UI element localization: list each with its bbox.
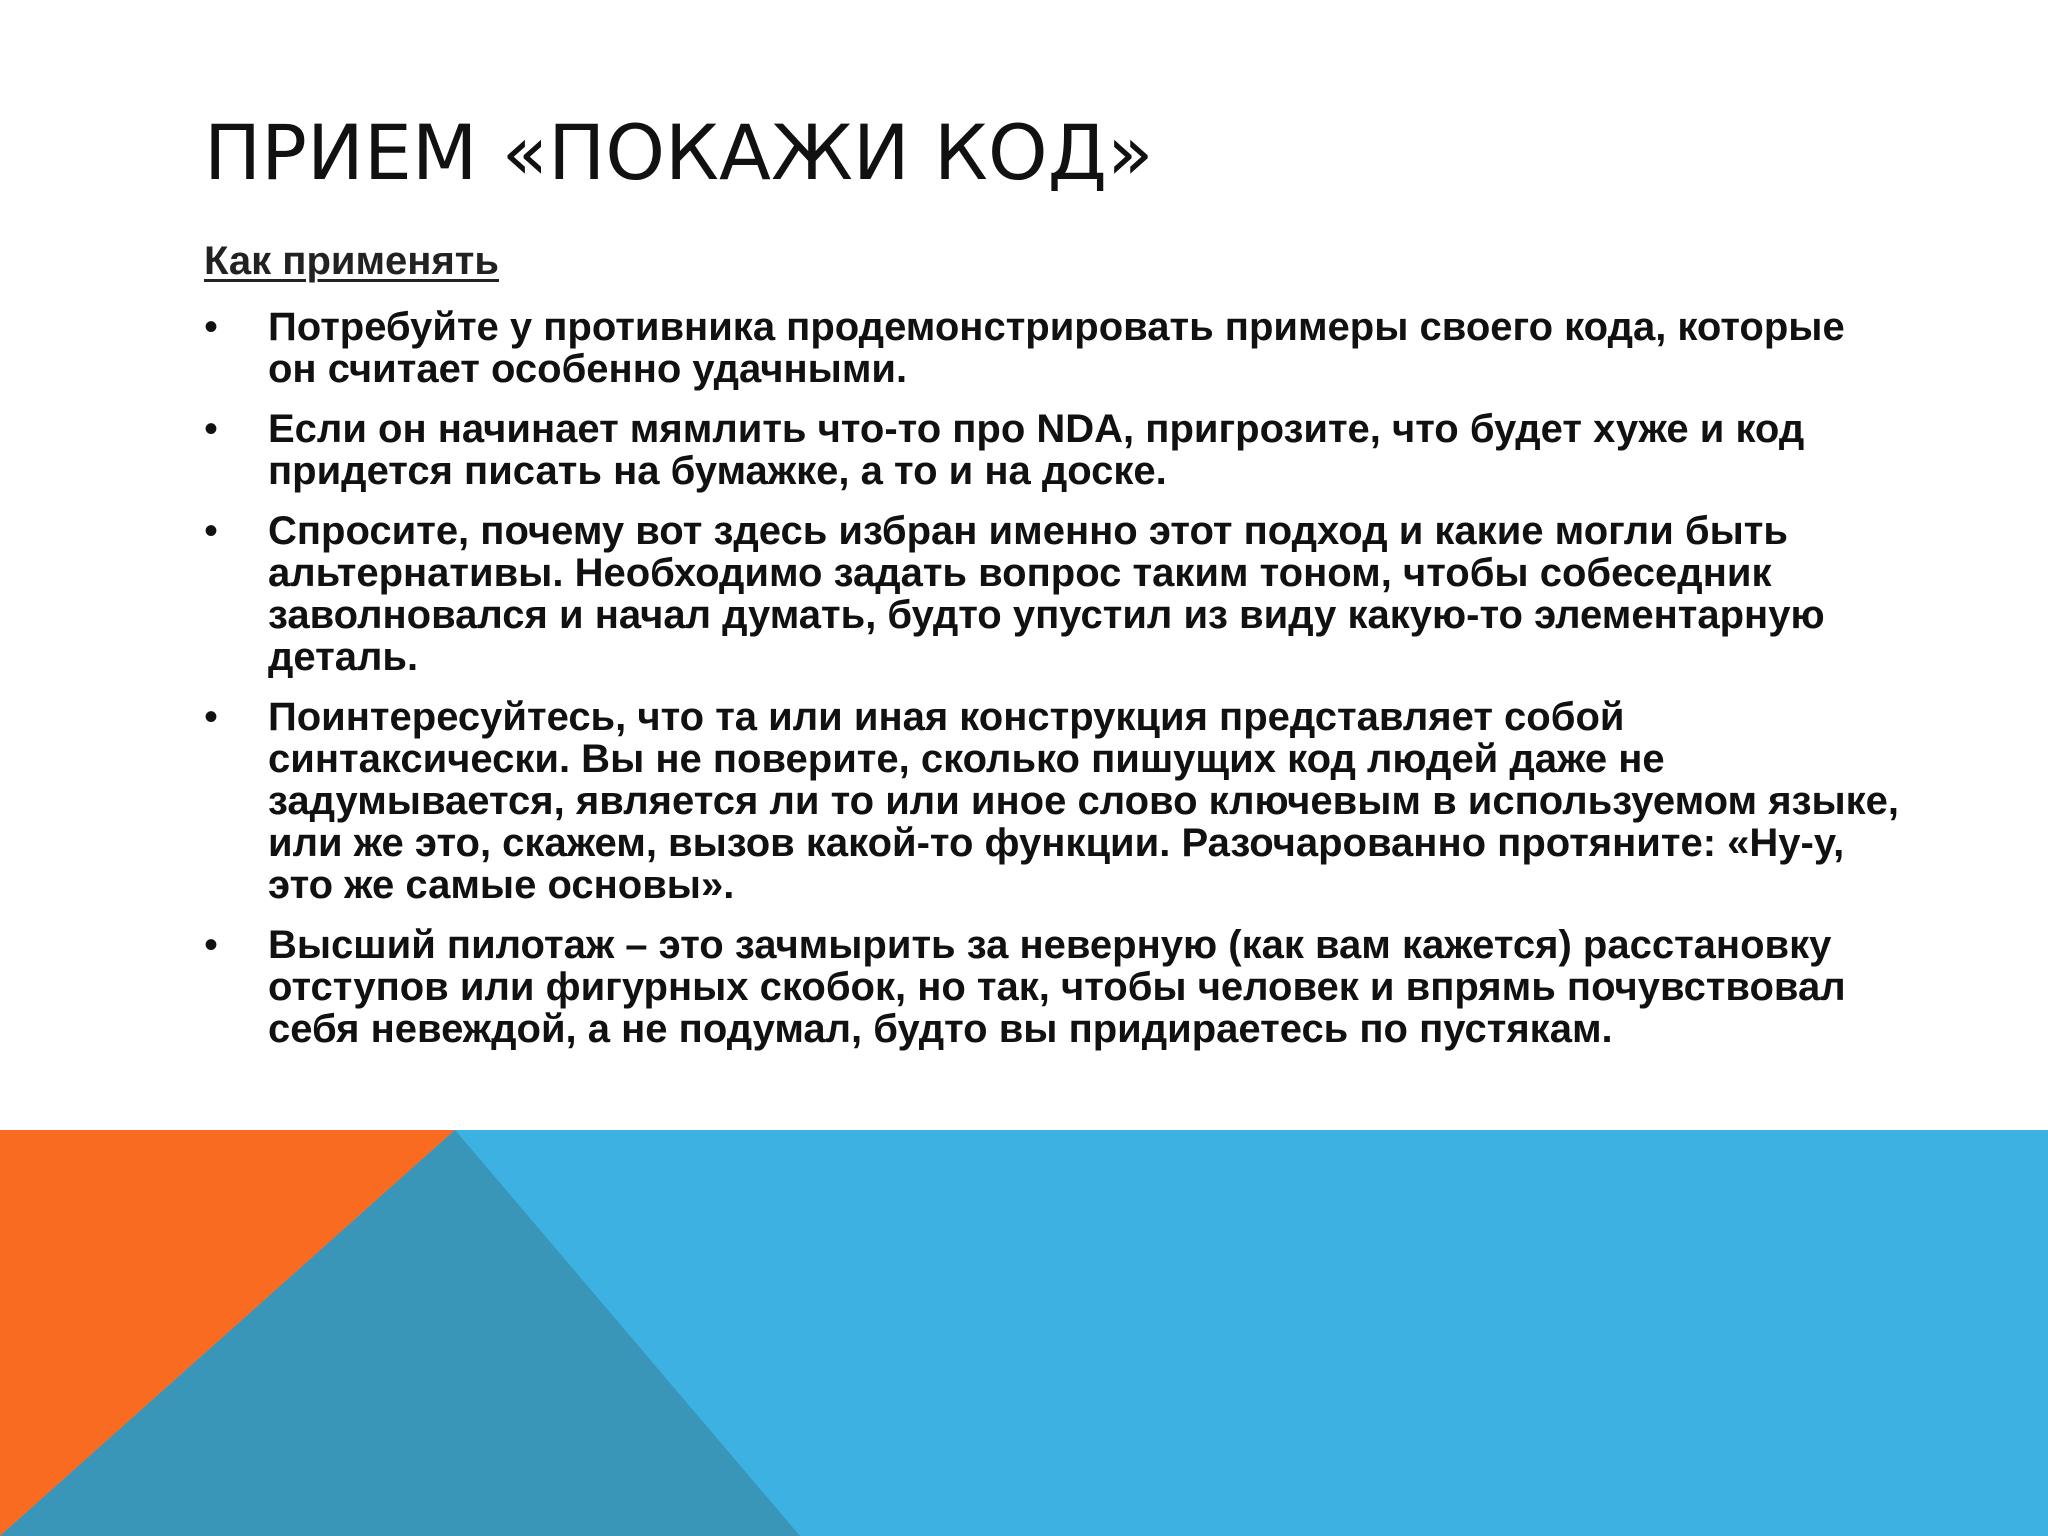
bullet-dot-icon: • — [204, 695, 219, 739]
bullet-text: Потребуйте у противника продемонстрировать примеры своего кода, которые он считает особенно удачными. — [268, 305, 1845, 391]
decorative-footer-band — [0, 1130, 2048, 1536]
bullet-text: Если он начинает мямлить что-то про NDA, пригрозите, что будет хуже и код придется писать на бумажке, а то и на доске. — [268, 407, 1805, 493]
bullet-item — [204, 924, 1904, 1050]
slide-title: ПРИЕМ «ПОКАЖИ КОД» — [204, 108, 1154, 197]
section-subheading: Как применять — [204, 239, 499, 283]
bullet-item — [204, 408, 1904, 492]
bullet-list — [204, 306, 1904, 1050]
bullet-dot-icon: • — [204, 407, 219, 451]
footer-shapes — [0, 1130, 2048, 1536]
bullet-dot-icon: • — [204, 305, 219, 349]
slide-body — [204, 238, 1904, 1068]
bullet-dot-icon: • — [204, 509, 219, 553]
bullet-dot-icon: • — [204, 923, 219, 967]
bullet-text: Высший пилотаж – это зачмырить за неверную (как вам кажется) расстановку отступов или фигурных скобок, но так, чтобы человек и впрямь почувствовал себя невеждой, а не подумал, будто вы придираетесь по пустякам. — [268, 923, 1846, 1051]
bullet-text: Поинтересуйтесь, что та или иная конструкция представляет собой синтаксически. Вы не поверите, сколько пишущих код людей даже не задумывается, является ли то или иное слово ключевым в используемом языке, или же это, скажем, вызов какой-то функции. Разочарованно протяните: «Ну-у, это же самые основы». — [268, 695, 1899, 907]
bullet-text: Спросите, почему вот здесь избран именно этот подход и какие могли быть альтернативы. Необходимо задать вопрос таким тоном, чтобы собеседник заволновался и начал думать, будто упустил из виду какую-то элементарную деталь. — [268, 509, 1825, 679]
bullet-item — [204, 510, 1904, 678]
bullet-item — [204, 306, 1904, 390]
bullet-item — [204, 696, 1904, 906]
